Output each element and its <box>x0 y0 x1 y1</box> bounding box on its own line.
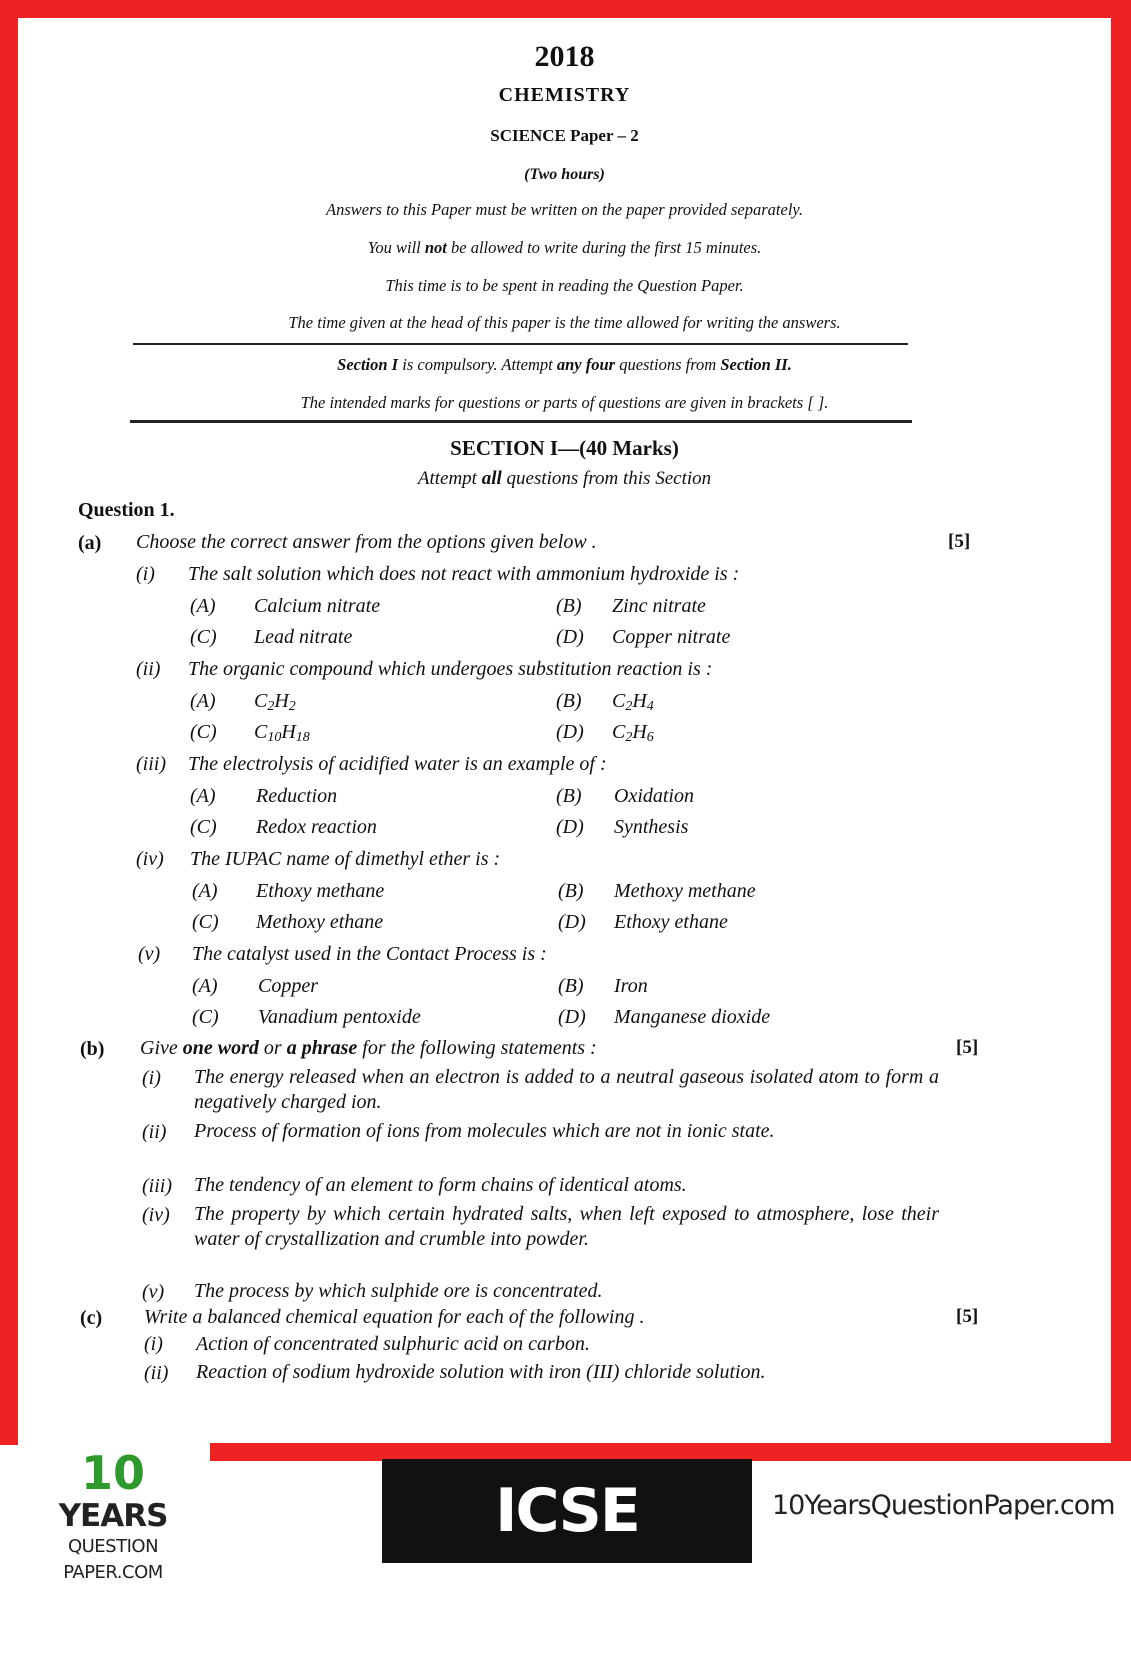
option-label: (D) <box>556 816 584 838</box>
item-text: The energy released when an electron is added to a neutral gaseous isolated atom to form a negatively charged ion. <box>194 1066 939 1113</box>
red-frame-top <box>0 0 1131 18</box>
part-c-text: Write a balanced chemical equation for each of the following . <box>144 1306 645 1328</box>
option-text: Methoxy ethane <box>256 911 384 933</box>
section-title: SECTION I—(40 Marks) <box>450 436 679 460</box>
option-label: (C) <box>190 721 217 743</box>
option-text: Iron <box>614 975 648 997</box>
item-text: The salt solution which does not react with ammonium hydroxide is : <box>188 563 740 585</box>
option-label: (D) <box>556 626 584 648</box>
item-text: Reaction of sodium hydroxide solution with iron (III) chloride solution. <box>196 1361 766 1383</box>
site-logo[interactable] <box>22 1446 204 1596</box>
option-text: Ethoxy methane <box>256 880 385 902</box>
option-label: (C) <box>192 911 219 933</box>
question-title: Question 1. <box>78 499 175 521</box>
divider <box>130 420 912 423</box>
instruction-2: You will not be allowed to write during the first 15 minutes. <box>367 238 762 257</box>
option-label: (C) <box>190 816 217 838</box>
item-text: The organic compound which undergoes substitution reaction is : <box>188 658 713 680</box>
logo-number: 10 <box>80 1446 145 1500</box>
item-number: (iv) <box>142 1204 170 1226</box>
option-label: (A) <box>190 785 216 807</box>
exam-duration: (Two hours) <box>524 166 605 183</box>
option-text: Manganese dioxide <box>614 1006 771 1028</box>
instruction-6: The intended marks for questions or parts of questions are given in brackets [ ]. <box>300 393 829 412</box>
item-number: (i) <box>136 563 155 585</box>
section-subtitle: Attempt all questions from this Section <box>417 468 712 489</box>
option-formula: $C_2H_4$ <box>612 690 654 714</box>
option-text: Zinc nitrate <box>612 595 706 617</box>
option-text: Redox reaction <box>256 816 377 838</box>
option-text: Oxidation <box>614 785 694 807</box>
option-label: (D) <box>558 1006 586 1028</box>
option-text: Methoxy methane <box>614 880 756 902</box>
part-a-text: Choose the correct answer from the options given below . <box>136 531 597 553</box>
instruction-4: The time given at the head of this paper is the time allowed for writing the answers. <box>288 313 841 332</box>
item-number: (v) <box>142 1281 165 1303</box>
option-label: (A) <box>190 595 216 617</box>
option-text: Synthesis <box>614 816 689 838</box>
item-text: The process by which sulphide ore is concentrated. <box>194 1280 603 1302</box>
option-text: Copper <box>258 975 318 997</box>
option-formula: $C_2H_2$ <box>254 690 296 714</box>
instruction-3: This time is to be spent in reading the Question Paper. <box>385 276 744 295</box>
marks-badge: [5] <box>956 1306 979 1327</box>
logo-years: YEARS <box>58 1498 168 1534</box>
red-frame-right <box>1111 0 1131 1445</box>
option-formula: $C_{10}H_{18}$ <box>254 721 310 745</box>
option-label: (B) <box>556 785 582 807</box>
exam-paper <box>18 18 1111 1443</box>
divider <box>133 343 908 345</box>
item-text: The IUPAC name of dimethyl ether is : <box>190 848 501 870</box>
item-number: (i) <box>144 1333 163 1355</box>
item-number: (i) <box>142 1067 161 1089</box>
board-badge: ICSE BOARD X <box>382 1459 752 1563</box>
item-number: (ii) <box>142 1121 167 1143</box>
item-number: (iv) <box>136 848 164 870</box>
option-label: (A) <box>192 880 218 902</box>
marks-badge: [5] <box>956 1037 979 1058</box>
option-label: (D) <box>558 911 586 933</box>
item-number: (v) <box>138 943 161 965</box>
red-frame-left <box>0 0 18 1445</box>
item-text: The catalyst used in the Contact Process is : <box>192 943 547 965</box>
option-text: Copper nitrate <box>612 626 731 648</box>
option-label: (A) <box>192 975 218 997</box>
paper-number: SCIENCE Paper – 2 <box>490 126 639 145</box>
option-label: (A) <box>190 690 216 712</box>
item-text: The property by which certain hydrated salts, when left exposed to atmosphere, lose their water of crystallization and crumble into powder. <box>194 1203 939 1250</box>
option-label: (C) <box>190 626 217 648</box>
part-label: (a) <box>78 532 102 554</box>
item-text: Process of formation of ions from molecules which are not in ionic state. <box>194 1120 775 1142</box>
logo-site: QUESTION PAPER.COM <box>63 1536 163 1583</box>
option-text: Calcium nitrate <box>254 595 381 617</box>
marks-badge: [5] <box>948 531 971 552</box>
item-text: Action of concentrated sulphuric acid on carbon. <box>196 1333 590 1355</box>
part-label: (c) <box>80 1307 103 1329</box>
option-label: (B) <box>556 595 582 617</box>
option-text: Lead nitrate <box>254 626 353 648</box>
option-text: Ethoxy ethane <box>614 911 728 933</box>
option-label: (B) <box>558 975 584 997</box>
option-label: (C) <box>192 1006 219 1028</box>
item-text: The tendency of an element to form chains of identical atoms. <box>194 1174 687 1196</box>
part-b-text: Give one word or a phrase for the following statements : <box>140 1037 597 1059</box>
part-label: (b) <box>80 1038 105 1060</box>
option-text: Vanadium pentoxide <box>258 1006 421 1028</box>
instruction-5: Section I is compulsory. Attempt any four questions from Section II. <box>337 355 792 374</box>
item-number: (iii) <box>136 753 166 775</box>
option-label: (B) <box>556 690 582 712</box>
exam-subject: CHEMISTRY <box>498 84 631 106</box>
option-label: (D) <box>556 721 584 743</box>
item-text: The electrolysis of acidified water is an example of : <box>188 753 607 775</box>
instruction-1: Answers to this Paper must be written on the paper provided separately. <box>326 200 803 219</box>
option-text: Reduction <box>256 785 338 807</box>
site-url[interactable]: 10YearsQuestionPaper.com <box>772 1490 1115 1521</box>
exam-year: 2018 <box>534 40 595 73</box>
item-number: (ii) <box>136 658 161 680</box>
option-label: (B) <box>558 880 584 902</box>
item-number: (ii) <box>144 1362 169 1384</box>
option-formula: $C_2H_6$ <box>612 721 654 745</box>
item-number: (iii) <box>142 1175 172 1197</box>
